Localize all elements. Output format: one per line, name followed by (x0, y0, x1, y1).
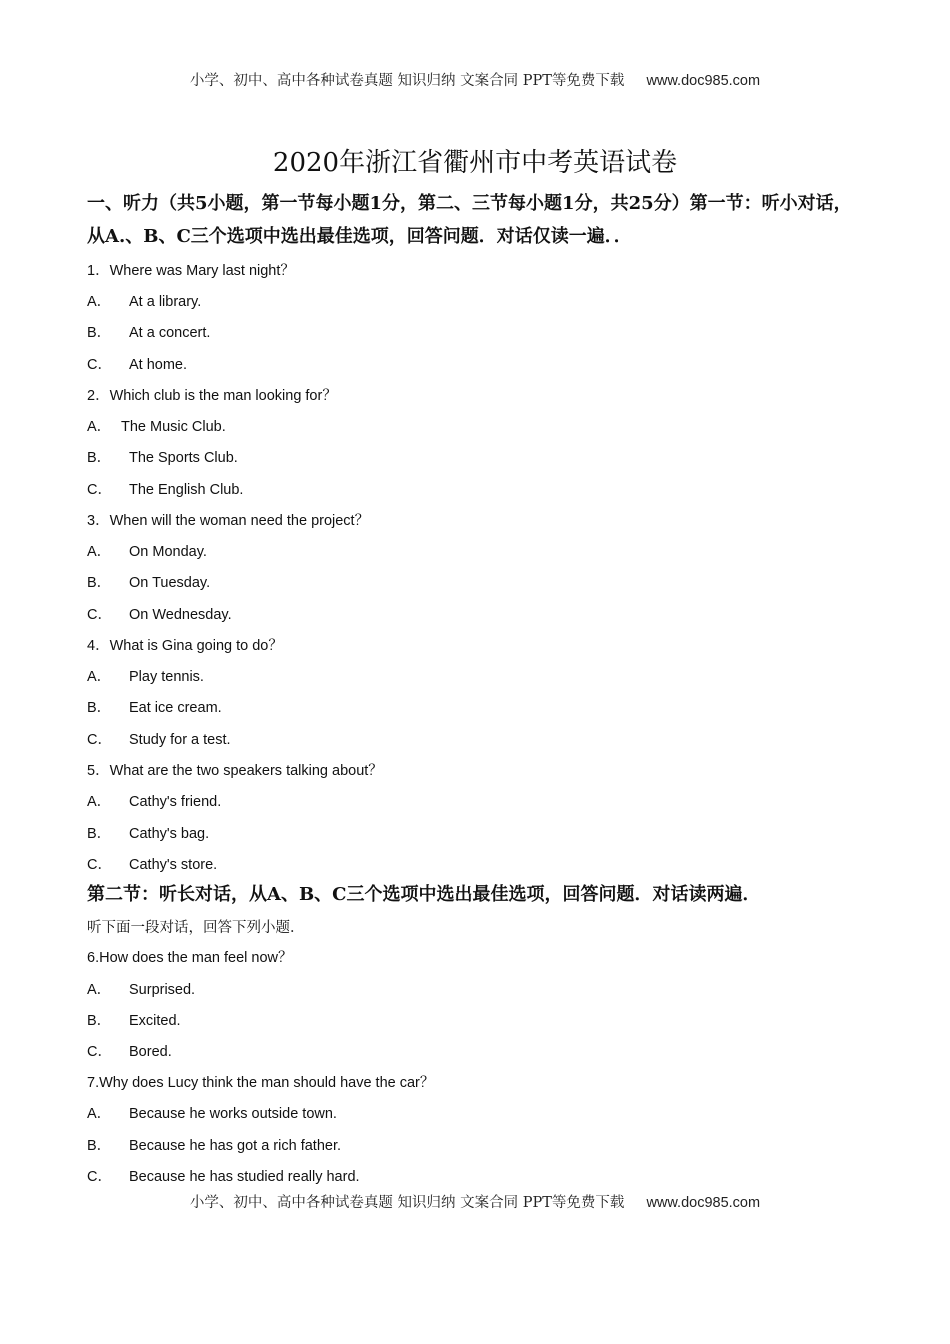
option-letter: B． (87, 1138, 112, 1154)
option-text: The Sports Club. (129, 450, 238, 466)
option-text: On Wednesday. (129, 607, 232, 623)
option-text: Because he has got a rich father. (129, 1138, 341, 1154)
q5-option-c (87, 853, 217, 874)
q6-option-b (87, 1009, 181, 1030)
option-text: At home. (129, 357, 188, 373)
header-text: 小学、初中、高中各种试卷真题 知识归纳 文案合同 PPT等免费下载 (189, 73, 625, 89)
option-text: Because he works outside town. (129, 1106, 337, 1122)
option-text: Surprised. (129, 982, 196, 998)
footer-text: 小学、初中、高中各种试卷真题 知识归纳 文案合同 PPT等免费下载 (189, 1195, 625, 1211)
option-text: On Monday. (129, 544, 207, 560)
page-footer (0, 1191, 950, 1212)
question-5: 5．What are the two speakers talking about？ (87, 763, 383, 779)
option-letter: B． (87, 450, 112, 466)
option-letter: A． (87, 419, 112, 435)
option-text: Cathy's store. (129, 857, 218, 873)
q3-option-b (87, 571, 210, 592)
q2-option-b (87, 446, 238, 467)
option-text: On Tuesday. (129, 575, 211, 591)
question-6: 6.How does the man feel now？ (87, 950, 293, 966)
q2-option-a (87, 415, 226, 436)
option-text: Eat ice cream. (129, 700, 222, 716)
q4-option-a (87, 665, 204, 686)
option-text: Cathy's friend. (129, 794, 222, 810)
q4-option-c (87, 728, 231, 749)
option-letter: A． (87, 669, 112, 685)
option-letter: C． (87, 857, 112, 873)
option-letter: C． (87, 607, 112, 623)
option-text: The English Club. (129, 482, 244, 498)
section2-heading: 第二节：听长对话，从A、B、C三个选项中选出最佳选项，回答问题．对话读两遍． (87, 884, 761, 905)
option-letter: C． (87, 1044, 112, 1060)
header-site-link[interactable]: www.doc985.com (646, 73, 761, 89)
q1-option-c (87, 353, 187, 374)
q5-option-a (87, 790, 221, 811)
option-letter: A． (87, 794, 112, 810)
option-letter: A． (87, 294, 112, 310)
option-letter: A． (87, 982, 112, 998)
option-letter: B． (87, 325, 112, 341)
option-letter: B． (87, 700, 112, 716)
q1-option-b (87, 321, 210, 342)
option-text: Bored. (129, 1044, 172, 1060)
question-1: 1．Where was Mary last night？ (87, 263, 295, 279)
option-letter: C． (87, 357, 112, 373)
q4-option-b (87, 696, 222, 717)
option-text: Cathy's bag. (129, 826, 210, 842)
option-text: Excited. (129, 1013, 181, 1029)
section2-instruction: 听下面一段对话，回答下列小题． (87, 920, 305, 936)
option-letter: C． (87, 732, 112, 748)
page-title: 2020年浙江省衢州市中考英语试卷 (272, 148, 678, 178)
option-letter: C． (87, 482, 112, 498)
q6-option-c (87, 1040, 172, 1061)
option-text: At a library. (129, 294, 202, 310)
q5-option-b (87, 822, 209, 843)
question-4: 4．What is Gina going to do？ (87, 638, 283, 654)
option-letter: C． (87, 1169, 112, 1185)
option-text: Study for a test. (129, 732, 231, 748)
option-letter: A． (87, 544, 112, 560)
option-letter: B． (87, 1013, 112, 1029)
footer-site-link[interactable]: www.doc985.com (646, 1195, 761, 1211)
option-letter: B． (87, 826, 112, 842)
q3-option-c (87, 603, 232, 624)
page-header (0, 69, 950, 90)
q6-option-a (87, 978, 195, 999)
question-3: 3．When will the woman need the project？ (87, 513, 370, 529)
q7-option-c (87, 1165, 360, 1186)
question-2: 2．Which club is the man looking for？ (87, 388, 337, 404)
q2-option-c (87, 478, 243, 499)
option-text: At a concert. (129, 325, 211, 341)
option-letter: B． (87, 575, 112, 591)
section1-heading: 一、听力（共5小题，第一节每小题1分，第二、三节每小题1分，共25分）第一节：听小对话，从A.、B、C三个选项中选出最佳选项，回答问题．对话仅读一遍．． (87, 193, 852, 247)
q1-option-a (87, 290, 201, 311)
option-letter: A． (87, 1106, 112, 1122)
q7-option-b (87, 1134, 341, 1155)
option-text: Because he has studied really hard. (129, 1169, 360, 1185)
q3-option-a (87, 540, 207, 561)
option-text: Play tennis. (129, 669, 204, 685)
q7-option-a (87, 1102, 337, 1123)
question-7: 7.Why does Lucy think the man should have the car？ (87, 1075, 435, 1091)
option-text: The Music Club. (121, 419, 226, 435)
